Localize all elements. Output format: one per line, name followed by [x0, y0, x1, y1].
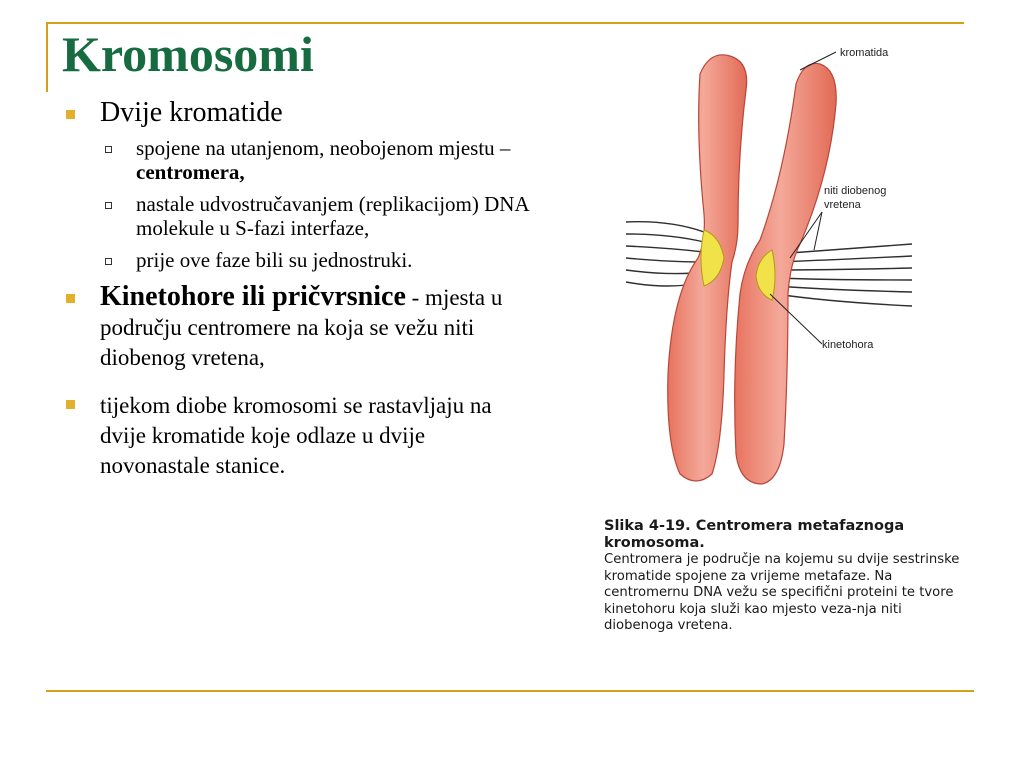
bullet-text: - mjesta u području centromere na koja se vežu niti diobenog vretena, — [100, 285, 503, 370]
bullet-list — [60, 98, 530, 480]
bullet-bold: Kinetohore ili pričvrsnice — [100, 281, 406, 312]
sub-bullet-text: prije ove faze bili su jednostruki. — [136, 248, 413, 272]
slide-title: Kromosomi — [62, 26, 314, 82]
sub-bullet-item — [100, 248, 530, 272]
label-kromatida: kromatida — [840, 47, 889, 59]
bullet-text: Dvije kromatide — [100, 97, 283, 128]
chromosome-illustration — [600, 44, 980, 490]
slide-content — [60, 98, 530, 490]
hollow-square-bullet-icon — [105, 258, 112, 265]
bullet-item — [60, 98, 530, 272]
sub-bullet-item — [100, 192, 530, 240]
figure-caption — [604, 518, 974, 635]
bullet-item — [60, 390, 530, 480]
sub-bullet-item — [100, 136, 530, 184]
label-vretena: vretena — [824, 199, 861, 211]
bullet-text: tijekom diobe kromosomi se rastavljaju na dvije kromatide koje odlaze u dvije novonastale stanice. — [100, 393, 492, 478]
square-bullet-icon — [66, 400, 75, 409]
caption-body: Centromera je područje na kojemu su dvije sestrinske kromatide spojene za vrijeme metafaze. Na centromernu DNA vežu se specifični proteini te tvore kinetohoru koja služi kao mjesto veza-nja niti diobenoga vretena. — [604, 552, 960, 633]
chromatid-right — [735, 63, 837, 484]
label-kinetohora: kinetohora — [822, 339, 874, 351]
sub-bullet-text: nastale udvostručavanjem (replikacijom) DNA molekule u S-fazi interfaze, — [136, 192, 529, 240]
sub-bullet-bold: centromera, — [136, 160, 245, 184]
hollow-square-bullet-icon — [105, 202, 112, 209]
caption-title: Slika 4-19. Centromera metafaznoga kromosoma. — [604, 518, 905, 551]
sub-bullet-list — [100, 136, 530, 272]
hollow-square-bullet-icon — [105, 146, 112, 153]
sub-bullet-text: spojene na utanjenom, neobojenom mjestu – — [136, 136, 511, 160]
left-rule — [46, 22, 48, 92]
label-niti-diobenog: niti diobenog — [824, 185, 887, 197]
square-bullet-icon — [66, 294, 75, 303]
bullet-item — [60, 282, 530, 372]
square-bullet-icon — [66, 110, 75, 119]
bottom-rule — [46, 690, 974, 692]
